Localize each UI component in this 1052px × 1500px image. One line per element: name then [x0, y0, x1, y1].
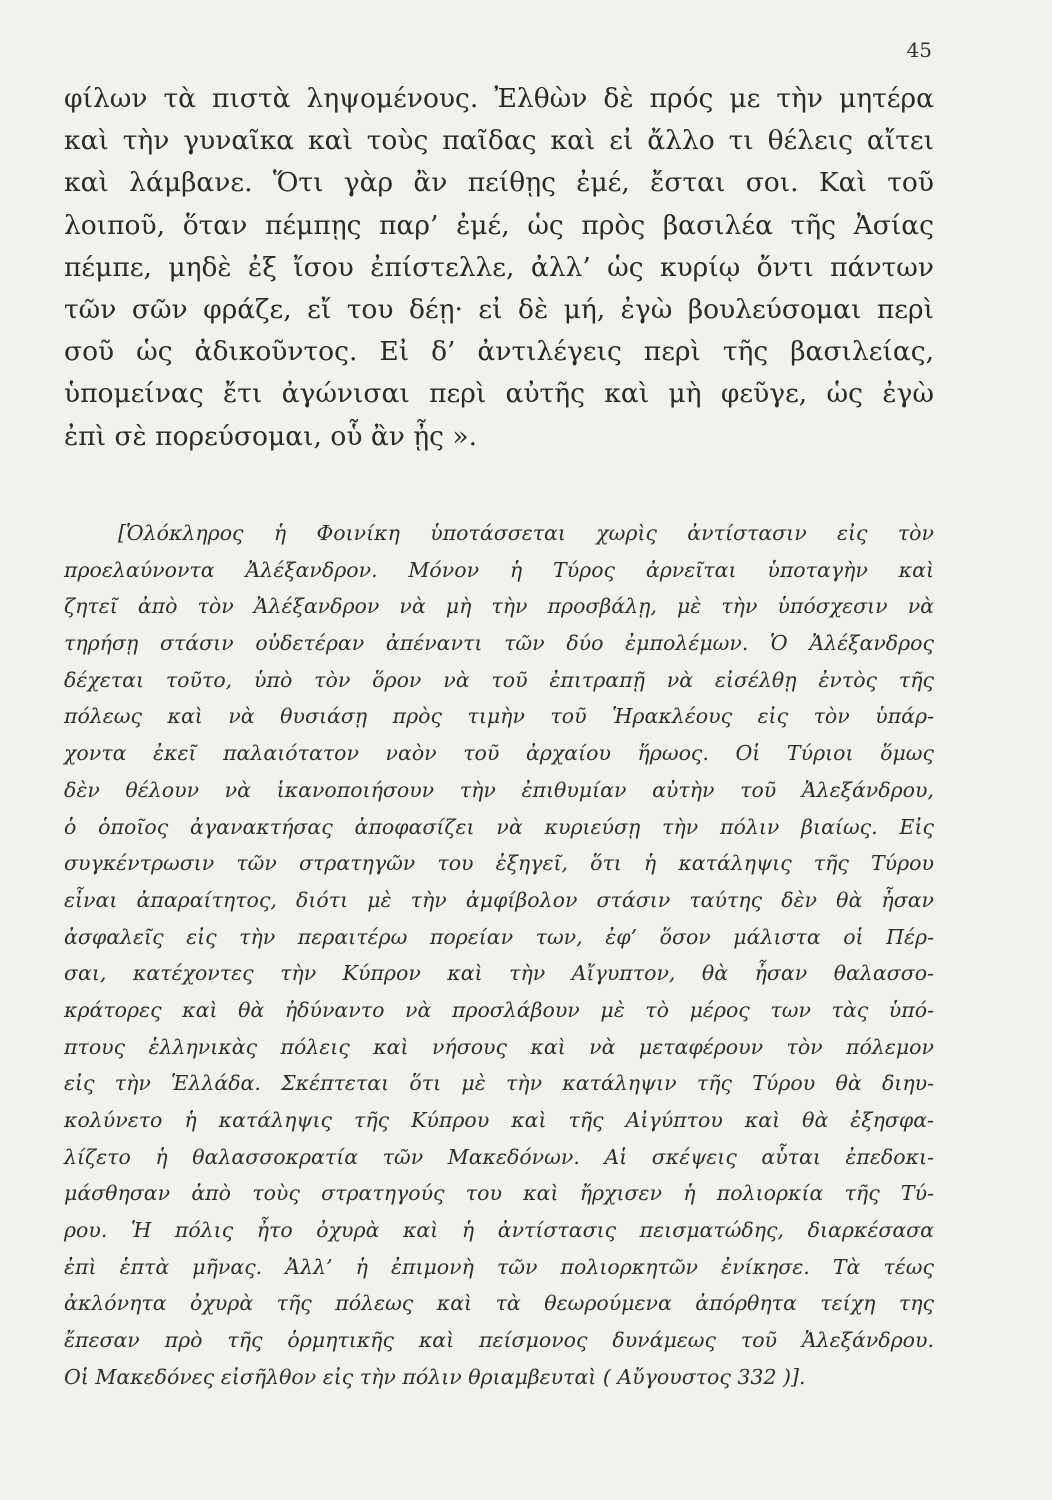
commentary-line: πόλεως καὶ νὰ θυσιάσῃ πρὸς τιμὴν τοῦ Ἡρακλέους εἰς τὸν ὑπάρ- — [64, 704, 934, 729]
commentary-line: τηρήσῃ στάσιν οὐδετέραν ἀπέναντι τῶν δύο ἐμπολέμων. Ὁ Ἀλέξανδρος — [64, 631, 934, 656]
commentary-line: κολύνετο ἡ κατάληψις τῆς Κύπρου καὶ τῆς Αἰγύπτου καὶ θὰ ἐξησφα- — [64, 1108, 934, 1132]
commentary-line: προελαύνοντα Ἀλέξανδρον. Μόνον ἡ Τύρος ἀρνεῖται ὑποταγὴν καὶ — [64, 557, 934, 582]
commentary-line: [Ὁλόκληρος ἡ Φοινίκη ὑποτάσσεται χωρὶς ἀντίστασιν εἰς τὸν — [118, 521, 934, 545]
text-line: λοιποῦ, ὅταν πέμπῃς παρ’ ἐμέ, ὡς πρὸς βασιλέα τῆς Ἀσίας — [64, 209, 934, 241]
commentary-line: λίζετο ἡ θαλασσοκρατία τῶν Μακεδόνων. Αἱ σκέψεις αὗται ἐπεδοκι- — [64, 1144, 934, 1169]
commentary-line: ἀσφαλεῖς εἰς τὴν περαιτέρω πορείαν των, ἐφ’ ὅσον μάλιστα οἱ Πέρ- — [64, 924, 934, 949]
text-line: ἐπὶ σὲ πορεύσομαι, οὗ ἂν ᾖς ». — [64, 420, 478, 452]
commentary-line: μάσθησαν ἀπὸ τοὺς στρατηγούς του καὶ ἤρχισεν ἡ πολιορκία τῆς Τύ- — [64, 1181, 934, 1206]
page-number: 45 — [906, 38, 932, 62]
commentary-line: Οἱ Μακεδόνες εἰσῆλθον εἰς τὴν πόλιν θριαμβευταὶ ( Αὔγουστος 332 )]. — [64, 1364, 806, 1389]
commentary-line: ἔπεσαν πρὸ τῆς ὁρμητικῆς καὶ πείσμονος δυνάμεως τοῦ Ἀλεξάνδρου. — [64, 1328, 934, 1353]
commentary-line: δὲν θέλουν νὰ ἱκανοποιήσουν τὴν ἐπιθυμίαν αὐτὴν τοῦ Ἀλεξάνδρου, — [64, 777, 934, 802]
text-line: σοῦ ὡς ἀδικοῦντος. Εἰ δ’ ἀντιλέγεις περὶ τῆς βασιλείας, — [64, 336, 934, 368]
text-line: ὑπομείνας ἔτι ἀγώνισαι περὶ αὐτῆς καὶ μὴ φεῦγε, ὡς ἐγὼ — [64, 378, 934, 410]
commentary-line: ἀκλόνητα ὀχυρὰ τῆς πόλεως καὶ τὰ θεωρούμενα ἀπόρθητα τείχη της — [64, 1291, 934, 1316]
commentary-line: ὁ ὁποῖος ἀγανακτήσας ἀποφασίζει νὰ κυριεύσῃ τὴν πόλιν βιαίως. Εἰς — [64, 814, 934, 839]
text-line: πέμπε, μηδὲ ἐξ ἴσου ἐπίστελλε, ἀλλ’ ὡς κυρίῳ ὄντι πάντων — [64, 251, 934, 283]
commentary-line: σαι, κατέχοντες τὴν Κύπρον καὶ τὴν Αἴγυπτον, θὰ ἦσαν θαλασσο- — [64, 961, 934, 986]
commentary-line: ρου. Ἡ πόλις ἦτο ὀχυρὰ καὶ ἡ ἀντίστασις πεισματώδης, διαρκέσασα — [64, 1218, 934, 1243]
commentary-paragraph — [64, 515, 934, 1396]
commentary-line: χοντα ἐκεῖ παλαιότατον ναὸν τοῦ ἀρχαίου ἥρωος. Οἱ Τύριοι ὅμως — [64, 741, 934, 766]
commentary-line: εἰς τὴν Ἑλλάδα. Σκέπτεται ὅτι μὲ τὴν κατάληψιν τῆς Τύρου θὰ διηυ- — [64, 1071, 934, 1096]
commentary-line: κράτορες καὶ θὰ ἠδύναντο νὰ προσλάβουν μὲ τὸ μέρος των τὰς ὑπό- — [64, 997, 934, 1022]
commentary-line: πτους ἑλληνικὰς πόλεις καὶ νήσους καὶ νὰ μεταφέρουν τὸν πόλεμον — [64, 1034, 934, 1059]
ancient-greek-quotation — [64, 78, 934, 458]
text-line: τῶν σῶν φράζε, εἴ του δέῃ· εἰ δὲ μή, ἐγὼ βουλεύσομαι περὶ — [64, 293, 934, 325]
commentary-line: ζητεῖ ἀπὸ τὸν Ἀλέξανδρον νὰ μὴ τὴν προσβάλῃ, μὲ τὴν ὑπόσχεσιν νὰ — [64, 594, 934, 619]
commentary-line: δέχεται τοῦτο, ὑπὸ τὸν ὅρον νὰ τοῦ ἐπιτραπῇ νὰ εἰσέλθῃ ἐντὸς τῆς — [64, 667, 934, 692]
commentary-line: συγκέντρωσιν τῶν στρατηγῶν του ἐξηγεῖ, ὅτι ἡ κατάληψις τῆς Τύρου — [64, 851, 934, 876]
text-line: καὶ τὴν γυναῖκα καὶ τοὺς παῖδας καὶ εἰ ἄλλο τι θέλεις αἴτει — [64, 125, 934, 157]
commentary-line: εἶναι ἀπαραίτητος, διότι μὲ τὴν ἀμφίβολον στάσιν ταύτης δὲν θὰ ἦσαν — [64, 887, 934, 912]
text-line: φίλων τὰ πιστὰ ληψομένους. Ἐλθὼν δὲ πρός με τὴν μητέρα — [64, 83, 934, 114]
commentary-line: ἐπὶ ἑπτὰ μῆνας. Ἀλλ’ ἡ ἐπιμονὴ τῶν πολιορκητῶν ἐνίκησε. Τὰ τέως — [64, 1254, 934, 1279]
text-line: καὶ λάμβανε. Ὅτι γὰρ ἂν πείθῃς ἐμέ, ἔσται σοι. Καὶ τοῦ — [64, 167, 934, 199]
